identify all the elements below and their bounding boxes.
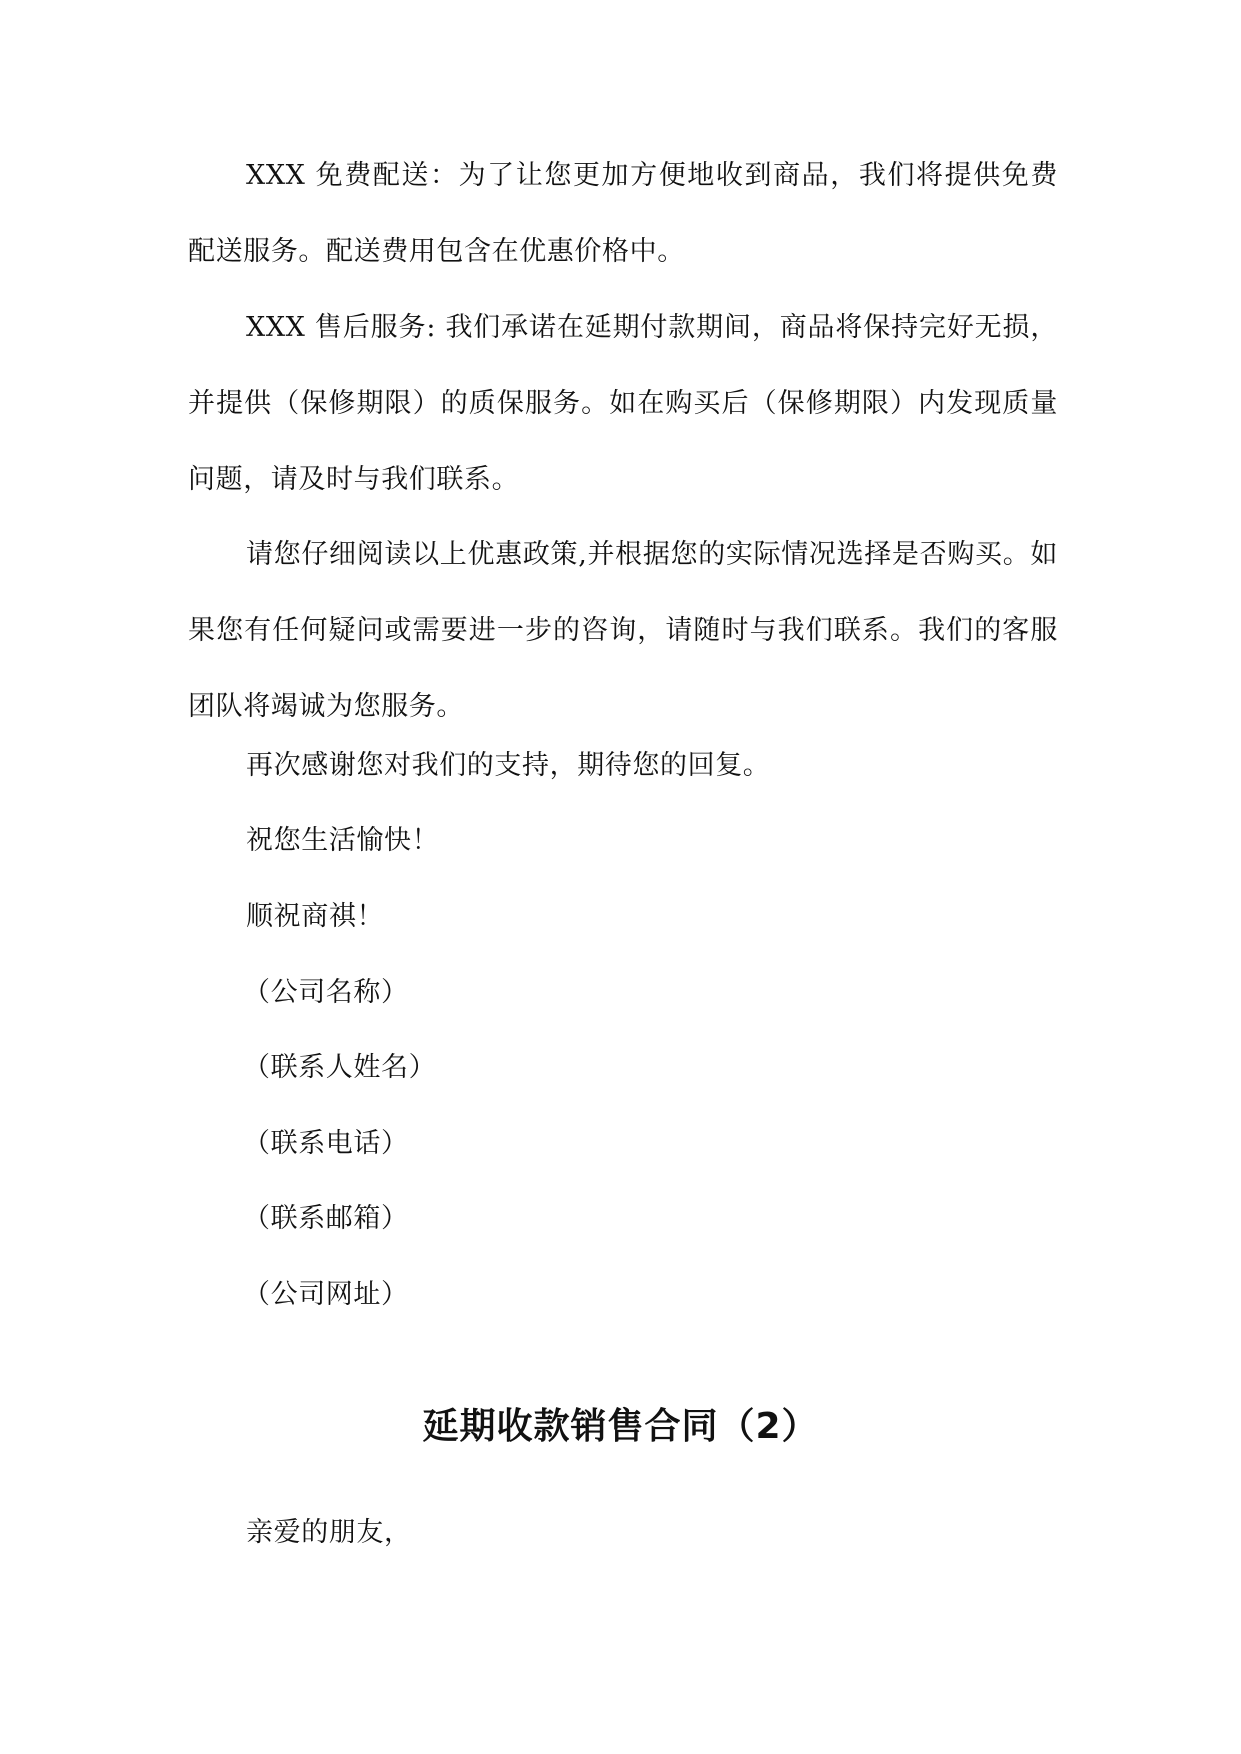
signature-company-website: （公司网址） xyxy=(243,1279,409,1310)
closing-regards: 顺祝商祺！ xyxy=(246,901,384,932)
paragraph-after-sales: XXX 售后服务: 我们承诺在延期付款期间，商品将保持完好无损，并提供（保修期限）的质保服务。如在购买后（保修期限）内发现质量问题，请及时与我们联系。 xyxy=(188,312,1058,495)
paragraph-free-delivery: XXX 免费配送：为了让您更加方便地收到商品，我们将提供免费配送服务。配送费用包含在优惠价格中。 xyxy=(188,160,1058,267)
section-heading: 延期收款销售合同（2） xyxy=(422,1406,819,1447)
signature-contact-name: （联系人姓名） xyxy=(243,1052,437,1083)
signature-contact-email: （联系邮箱） xyxy=(243,1203,409,1234)
signature-company-name: （公司名称） xyxy=(243,977,409,1008)
paragraph-read-policy: 请您仔细阅读以上优惠政策,并根据您的实际情况选择是否购买。如果您有任何疑问或需要进一步的咨询，请随时与我们联系。我们的客服团队将竭诚为您服务。 xyxy=(188,539,1058,722)
signature-contact-phone: （联系电话） xyxy=(243,1128,409,1159)
closing-wishes: 祝您生活愉快！ xyxy=(246,825,440,856)
greeting: 亲爱的朋友， xyxy=(246,1517,412,1548)
closing-thanks: 再次感谢您对我们的支持，期待您的回复。 xyxy=(246,750,771,781)
